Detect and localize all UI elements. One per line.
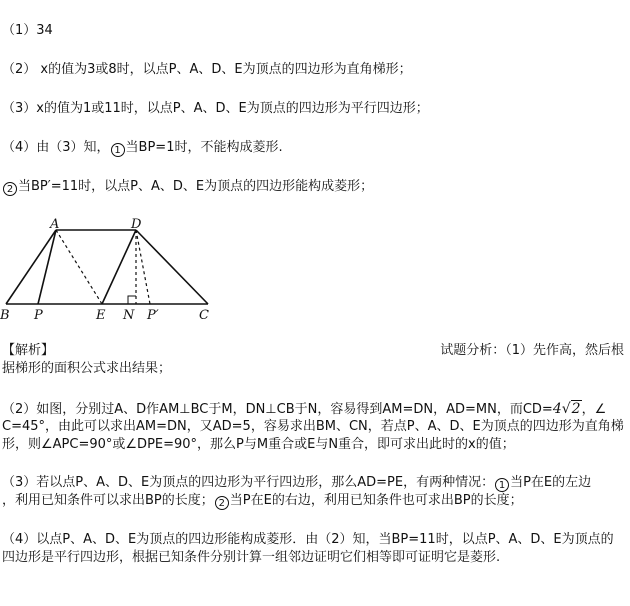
label-b: B (0, 308, 10, 323)
label-e: E (96, 308, 106, 323)
right-angle-mark (128, 296, 136, 304)
answer-5 (2, 178, 373, 196)
analysis-p4-line1: （4）以点P、A、D、E为顶点的四边形能构成菱形．由（2）知，当BP=11时，以点P、A、D、E为顶点的 (2, 532, 614, 547)
analysis-p1-cont: 据梯形的面积公式求出结果； (2, 361, 172, 376)
p2-line1-a: （2）如图，分别过A、D作AM⊥BC于M，DN⊥CB于N，容易得到AM=DN，AD=MN，而CD= (2, 402, 553, 417)
p2-line1-b: ，∠ (581, 402, 607, 417)
circled-number-1: 1 (111, 143, 125, 157)
label-p: P (34, 308, 43, 323)
sqrt-coefficient: 4 (552, 401, 562, 417)
analysis-p2-line1 (2, 400, 606, 419)
label-p-prime: P′ (147, 308, 159, 323)
analysis-p2-line3: 形，则∠APC=90°或∠DPE=90°，那么P与M重合或E与N重合，即可求出此时的x的值； (2, 437, 515, 452)
p3-line2-b: 当P在E的右边，利用已知条件也可求出BP的长度； (229, 493, 523, 508)
analysis-p3-line2 (2, 492, 523, 510)
analysis-right-text: 试题分析：（1）先作高，然后根 (440, 343, 624, 358)
segment-de (102, 230, 136, 304)
analysis-p4-line2: 四边形是平行四边形，根据已知条件分别计算一组邻边证明它们相等即可证明它是菱形. (2, 550, 501, 565)
p3-line2-a: ，利用已知条件可以求出BP的长度； (2, 493, 214, 508)
side-ab (6, 230, 56, 304)
sqrt-expression: 4√2 (552, 401, 581, 417)
answer-2: （2） x的值为3或8时，以点P、A、D、E为顶点的四边形为直角梯形； (2, 62, 412, 77)
label-d: D (131, 217, 142, 232)
answer-4-suffix: 当BP=1时，不能构成菱形. (125, 140, 283, 155)
answer-4 (2, 139, 283, 157)
answer-4-prefix: （4）由（3）知， (2, 140, 110, 155)
circled-number-1: 1 (495, 478, 509, 492)
answer-3: （3）x的值为1或11时，以点P、A、D、E为顶点的四边形为平行四边形； (2, 101, 429, 116)
p3-line1-a: （3）若以点P、A、D、E为顶点的四边形为平行四边形，那么AD=PE，有两种情况： (2, 475, 495, 490)
label-a: A (50, 217, 60, 232)
analysis-header: 【解析】 (2, 343, 55, 358)
label-c: C (199, 308, 209, 323)
sqrt-radicand: 2 (571, 401, 581, 417)
dashed-ae (56, 230, 102, 304)
analysis-p3-line1 (2, 474, 591, 492)
segment-ap (38, 230, 56, 304)
circled-number-2: 2 (3, 182, 17, 196)
answer-1: （1）34 (2, 23, 53, 38)
analysis-p2-line2: C=45°，由此可以求出AM=DN，又AD=5，容易求出BM、CN，若点P、A、D、E为顶点的四边形为直角梯 (2, 419, 624, 434)
p3-line1-b: 当P在E的左边 (510, 475, 592, 490)
answer-5-text: 当BP′=11时，以点P、A、D、E为顶点的四边形能构成菱形； (18, 179, 374, 194)
trapezoid-figure (0, 216, 240, 324)
circled-number-2: 2 (215, 496, 229, 510)
side-dc (136, 230, 208, 304)
label-n: N (123, 308, 135, 323)
